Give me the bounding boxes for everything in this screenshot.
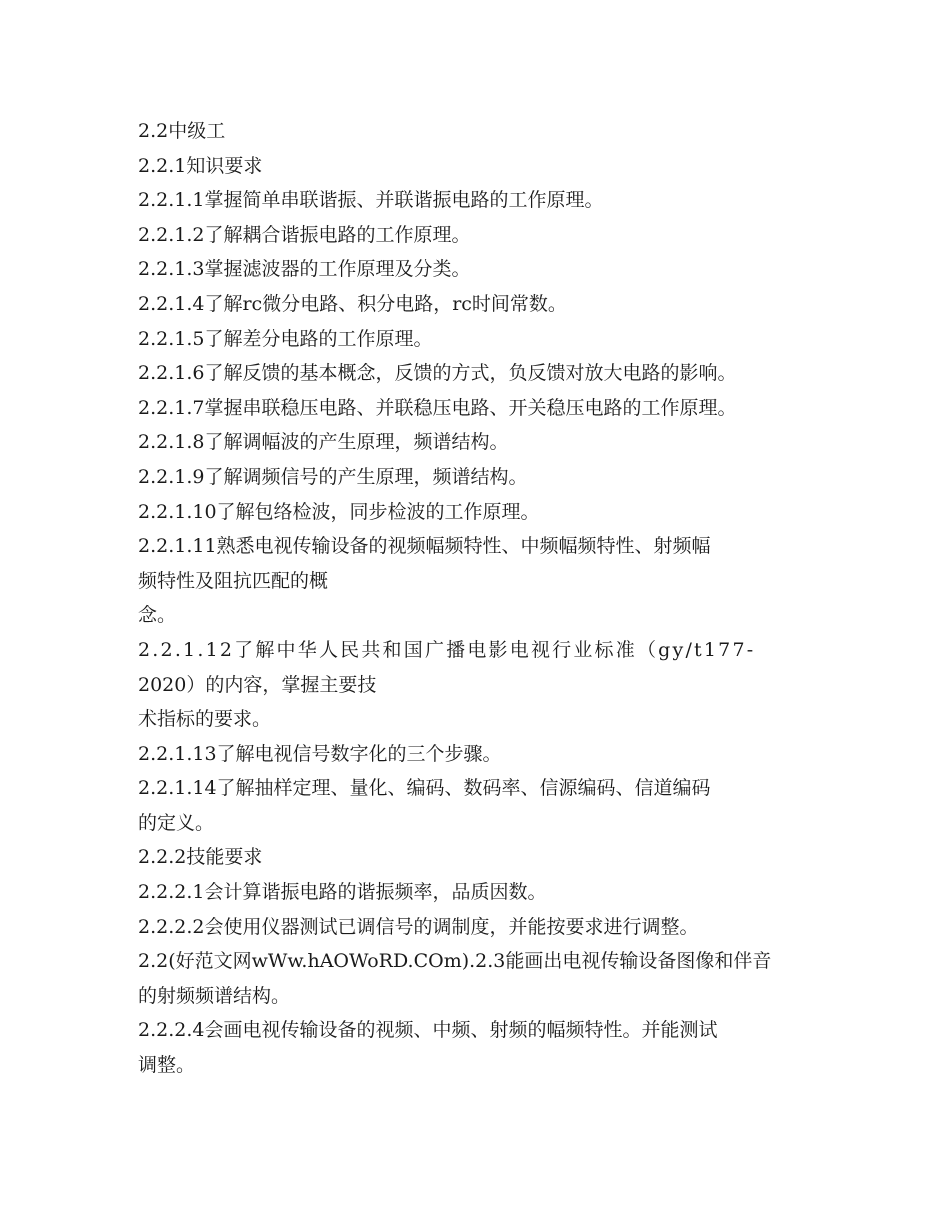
text-line: 2.2.2.1会计算谐振电路的谐振频率，品质因数。 [138,881,547,904]
text-line: 2.2.1.12了解中华人民共和国广播电影电视行业标准（gy/t177- [138,638,756,661]
text-line: 2.2.1.14了解抽样定理、量化、编码、数码率、信源编码、信道编码 [138,777,711,800]
subsection-heading: 2.2.2技能要求 [138,846,263,869]
text-line: 2.2.1.1掌握简单串联谐振、并联谐振电路的工作原理。 [138,189,604,212]
text-line: 的射频频谱结构。 [138,984,291,1007]
text-line: 2020）的内容，掌握主要技 [138,673,377,696]
text-line: 的定义。 [138,811,215,834]
text-line: 2.2(好范文网wWw.hAOWoRD.COm).2.3能画出电视传输设备图像和伴音 [138,950,772,973]
text-line: 2.2.1.13了解电视信号数字化的三个步骤。 [138,742,502,765]
text-line: 2.2.1.5了解差分电路的工作原理。 [138,327,433,350]
text-line: 2.2.1.8了解调幅波的产生原理，频谱结构。 [138,431,509,454]
text-line: 2.2.2.2会使用仪器测试已调信号的调制度，并能按要求进行调整。 [138,915,699,938]
text-line: 2.2.1.10了解包络检波，同步检波的工作原理。 [138,500,540,523]
text-line: 调整。 [138,1054,196,1077]
subsection-heading: 2.2.1知识要求 [138,154,263,177]
text-line: 2.2.1.4了解rc微分电路、积分电路，rc时间常数。 [138,292,567,315]
text-line: 2.2.2.4会画电视传输设备的视频、中频、射频的幅频特性。并能测试 [138,1019,718,1042]
text-line: 2.2.1.3掌握滤波器的工作原理及分类。 [138,258,471,281]
text-line: 术指标的要求。 [138,708,272,731]
text-line: 2.2.1.2了解耦合谐振电路的工作原理。 [138,223,471,246]
document-body [138,114,828,1083]
text-line: 频特性及阻抗匹配的概 [138,569,329,592]
text-line: 2.2.1.11熟悉电视传输设备的视频幅频特性、中频幅频特性、射频幅 [138,535,711,558]
text-line: 念。 [138,604,177,627]
section-heading: 2.2中级工 [138,120,226,142]
text-line: 2.2.1.7掌握串联稳压电路、并联稳压电路、开关稳压电路的工作原理。 [138,396,737,419]
text-line: 2.2.1.6了解反馈的基本概念，反馈的方式，负反馈对放大电路的影响。 [138,362,737,385]
text-line: 2.2.1.9了解调频信号的产生原理，频谱结构。 [138,465,528,488]
